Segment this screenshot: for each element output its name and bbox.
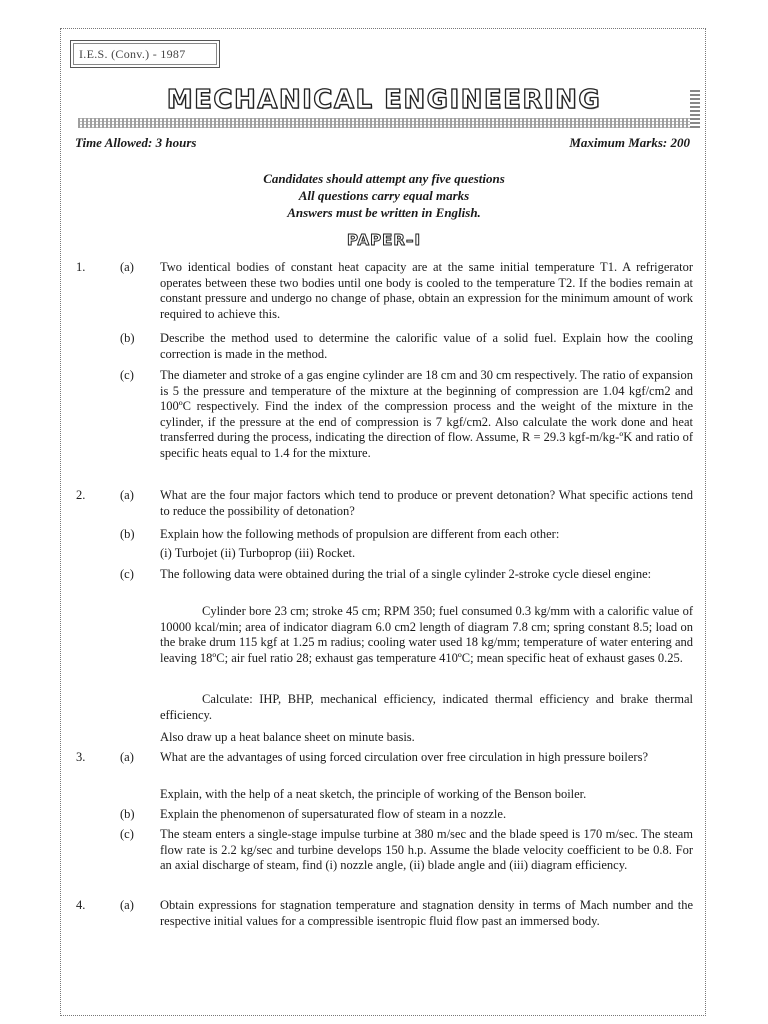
maximum-marks: Maximum Marks: 200 bbox=[569, 135, 690, 150]
question-part-label: (c) bbox=[120, 567, 134, 581]
question-part-label: (a) bbox=[120, 488, 134, 502]
question-text: Describe the method used to determine the calorific value of a solid fuel. Explain how the cooling correction is made in the method. bbox=[160, 331, 693, 361]
question-text: Two identical bodies of constant heat capacity are at the same initial temperature T1. A refrigerator operates between these two bodies until one body is cooled to the temperature T2. If the bodies remain at constant pressure and undergo no change of phase, obtain an expression for the minimum amount of work required to achieve this. bbox=[160, 260, 693, 321]
subject-title: MECHANICAL ENGINEERING bbox=[166, 85, 602, 115]
question-part-label: (a) bbox=[120, 260, 134, 274]
question-subtext: (i) Turbojet (ii) Turboprop (iii) Rocket. bbox=[160, 546, 356, 560]
question-number: 1. bbox=[76, 260, 86, 274]
question-text: The following data were obtained during the trial of a single cylinder 2-stroke cycle diesel engine: bbox=[160, 567, 652, 581]
question-number: 3. bbox=[76, 750, 86, 764]
exam-label-box bbox=[70, 40, 220, 68]
question-text: Explain the phenomenon of supersaturated flow of steam in a nozzle. bbox=[160, 807, 507, 821]
question-text: The diameter and stroke of a gas engine cylinder are 18 cm and 30 cm respectively. The ratio of expansion is 5 the pressure and temperature of the mixture at the beginning of compression are 1.04 kgf/cm2 and 100ºC respectively. Find the index of the compression process and the weight of the mixture in the cylinder, if the pressure at the end of compression is 7 kgf/cm2. Also calculate the work done and heat transferred during the process, indicating the direction of flow. Assume, R = 29.3 kgf-m/kg-ºK and ratio of specific heats equal to 1.4 for the mixture. bbox=[160, 368, 693, 460]
instruction-line: Answers must be written in English. bbox=[287, 205, 481, 220]
question-part-label: (c) bbox=[120, 368, 134, 382]
question-part-label: (c) bbox=[120, 827, 134, 841]
time-allowed: Time Allowed: 3 hours bbox=[75, 135, 197, 150]
question-part-label: (b) bbox=[120, 527, 135, 541]
question-data: Cylinder bore 23 cm; stroke 45 cm; RPM 350; fuel consumed 0.3 kg/mm with a calorific value of 10000 kcal/min; area of indicator diagram 6.0 cm2 length of diagram 7.8 cm; spring constant 8.5; load on the brake drum 115 kgf at 1.25 m radius; cooling water used 18 kg/mm; temperature of water entering and leaving 18ºC; air fuel ratio 28; exhaust gas temperature 410ºC; mean specific heat of exhaust gases 0.25. bbox=[160, 604, 693, 665]
question-text: Explain how the following methods of propulsion are different from each other: bbox=[160, 527, 560, 541]
question-part-label: (a) bbox=[120, 750, 134, 764]
instructions bbox=[0, 170, 768, 221]
paper-heading: PAPER–I bbox=[346, 231, 422, 249]
question-part-label: (b) bbox=[120, 331, 135, 345]
instruction-line: All questions carry equal marks bbox=[298, 188, 470, 203]
exam-label: I.E.S. (Conv.) - 1987 bbox=[79, 47, 186, 61]
question-text: Obtain expressions for stagnation temperature and stagnation density in terms of Mach number and the respective initial values for a compressible isentropic fluid flow past an immersed body. bbox=[160, 898, 693, 928]
question-subtext: Explain, with the help of a neat sketch, the principle of working of the Benson boiler. bbox=[160, 787, 587, 801]
question-text: What are the four major factors which tend to produce or prevent detonation? What specific actions tend to reduce the possibility of detonation? bbox=[160, 488, 693, 518]
instruction-line: Candidates should attempt any five questions bbox=[263, 171, 505, 186]
question-subtext: Also draw up a heat balance sheet on minute basis. bbox=[160, 730, 415, 744]
question-text: The steam enters a single-stage impulse turbine at 380 m/sec and the blade speed is 170 m/sec. The steam flow rate is 2.2 kg/sec and turbine develops 150 h.p. Assume the blade velocity coefficient to be 0.8. For an axial discharge of steam, find (i) nozzle angle, (ii) blade angle and (iii) diagram efficiency. bbox=[160, 827, 693, 872]
question-number: 4. bbox=[76, 898, 86, 912]
question-part-label: (a) bbox=[120, 898, 134, 912]
title-decoration bbox=[78, 118, 690, 128]
question-number: 2. bbox=[76, 488, 86, 502]
exam-label-inner-border bbox=[73, 43, 217, 65]
question-subtext: Calculate: IHP, BHP, mechanical efficiency, indicated thermal efficiency and brake thermal efficiency. bbox=[160, 692, 693, 722]
question-text: What are the advantages of using forced circulation over free circulation in high pressure boilers? bbox=[160, 750, 648, 764]
title-side-decoration bbox=[690, 88, 700, 128]
question-part-label: (b) bbox=[120, 807, 135, 821]
